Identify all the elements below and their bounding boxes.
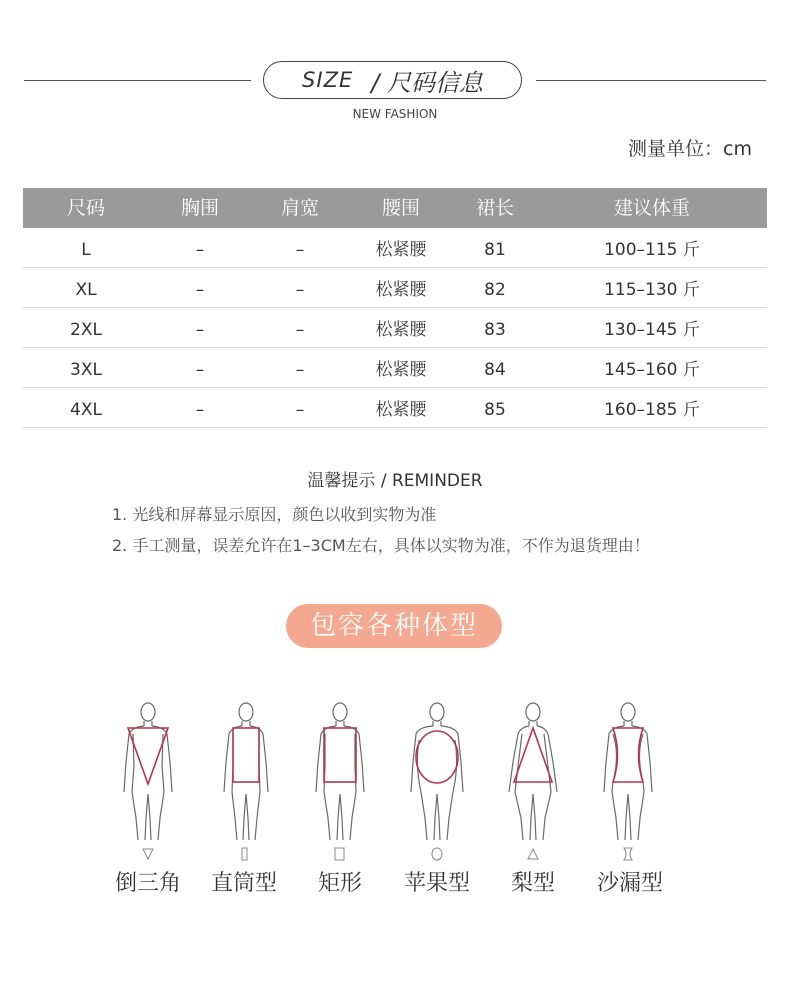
cell-waist: 松紧腰 (375, 400, 427, 420)
triangle-icon (523, 846, 543, 862)
cell-shoulder: – (295, 400, 305, 420)
measurement-unit: 测量单位：cm (628, 138, 752, 160)
cell-size: 3XL (70, 360, 102, 380)
body-types-banner: 包容各种体型 (286, 604, 502, 648)
cell-chest: – (195, 400, 205, 420)
figure-hourglass (598, 700, 658, 846)
reminder-line-1: 1. 光线和屏幕显示原因，颜色以收到实物为准 (112, 505, 437, 524)
cell-weight: 145–160 斤 (604, 360, 700, 380)
cell-waist: 松紧腰 (375, 280, 427, 300)
table-row (23, 388, 767, 428)
subtitle: NEW FASHION (352, 107, 438, 121)
body-type-label: 沙漏型 (596, 871, 663, 896)
table-row (23, 228, 767, 268)
cell-length: 85 (484, 400, 506, 420)
cell-length: 82 (484, 280, 506, 300)
table-row (23, 308, 767, 348)
cell-waist: 松紧腰 (375, 320, 427, 340)
cell-shoulder: – (295, 320, 305, 340)
cell-chest: – (195, 320, 205, 340)
cell-shoulder: – (295, 280, 305, 300)
reminder-line-2: 2. 手工测量，误差允许在1–3CM左右，具体以实物为准，不作为退货理由！ (112, 536, 650, 555)
figure-inverted-triangle (118, 700, 178, 846)
reminder-title: 温馨提示 / REMINDER (307, 471, 483, 491)
header-waist: 腰围 (381, 197, 420, 219)
figure-straight (216, 700, 276, 846)
table-header (23, 188, 767, 228)
header-length: 裙长 (475, 197, 514, 219)
cell-shoulder: – (295, 240, 305, 260)
header-shoulder: 肩宽 (280, 197, 319, 219)
cell-waist: 松紧腰 (375, 360, 427, 380)
body-type-label: 苹果型 (403, 871, 470, 896)
title-pill (263, 61, 522, 99)
table-row (23, 268, 767, 308)
header-weight: 建议体重 (613, 197, 690, 219)
body-type-label: 直筒型 (210, 871, 277, 896)
cell-size: L (81, 240, 91, 260)
cell-weight: 115–130 斤 (604, 280, 700, 300)
figure-apple (407, 700, 467, 846)
table-row (23, 348, 767, 388)
body-type-label: 梨型 (510, 871, 555, 896)
cell-chest: – (195, 280, 205, 300)
header-line-left (24, 80, 251, 81)
title-size: SIZE (302, 68, 354, 92)
cell-weight: 160–185 斤 (604, 400, 700, 420)
figure-pear (503, 700, 563, 846)
cell-weight: 100–115 斤 (604, 240, 700, 260)
figure-rectangle (310, 700, 370, 846)
cell-size: 2XL (70, 320, 102, 340)
rectangle-icon (330, 846, 350, 862)
hourglass-icon (618, 846, 638, 862)
header-chest: 胸围 (180, 197, 219, 219)
title-size-cn: / 尺码信息 (371, 68, 483, 97)
rectangle-narrow-icon (235, 846, 255, 862)
cell-length: 84 (484, 360, 506, 380)
inverted-triangle-icon (138, 846, 158, 862)
cell-chest: – (195, 360, 205, 380)
size-table (23, 188, 767, 428)
header-line-right (536, 80, 766, 81)
cell-length: 83 (484, 320, 506, 340)
cell-waist: 松紧腰 (375, 240, 427, 260)
header-size: 尺码 (66, 197, 105, 219)
cell-chest: – (195, 240, 205, 260)
cell-weight: 130–145 斤 (604, 320, 700, 340)
cell-shoulder: – (295, 360, 305, 380)
body-type-label: 倒三角 (114, 871, 181, 896)
cell-size: 4XL (70, 400, 102, 420)
apple-circle-icon (427, 846, 447, 862)
cell-length: 81 (484, 240, 506, 260)
cell-size: XL (75, 280, 97, 300)
body-type-label: 矩形 (317, 871, 362, 896)
